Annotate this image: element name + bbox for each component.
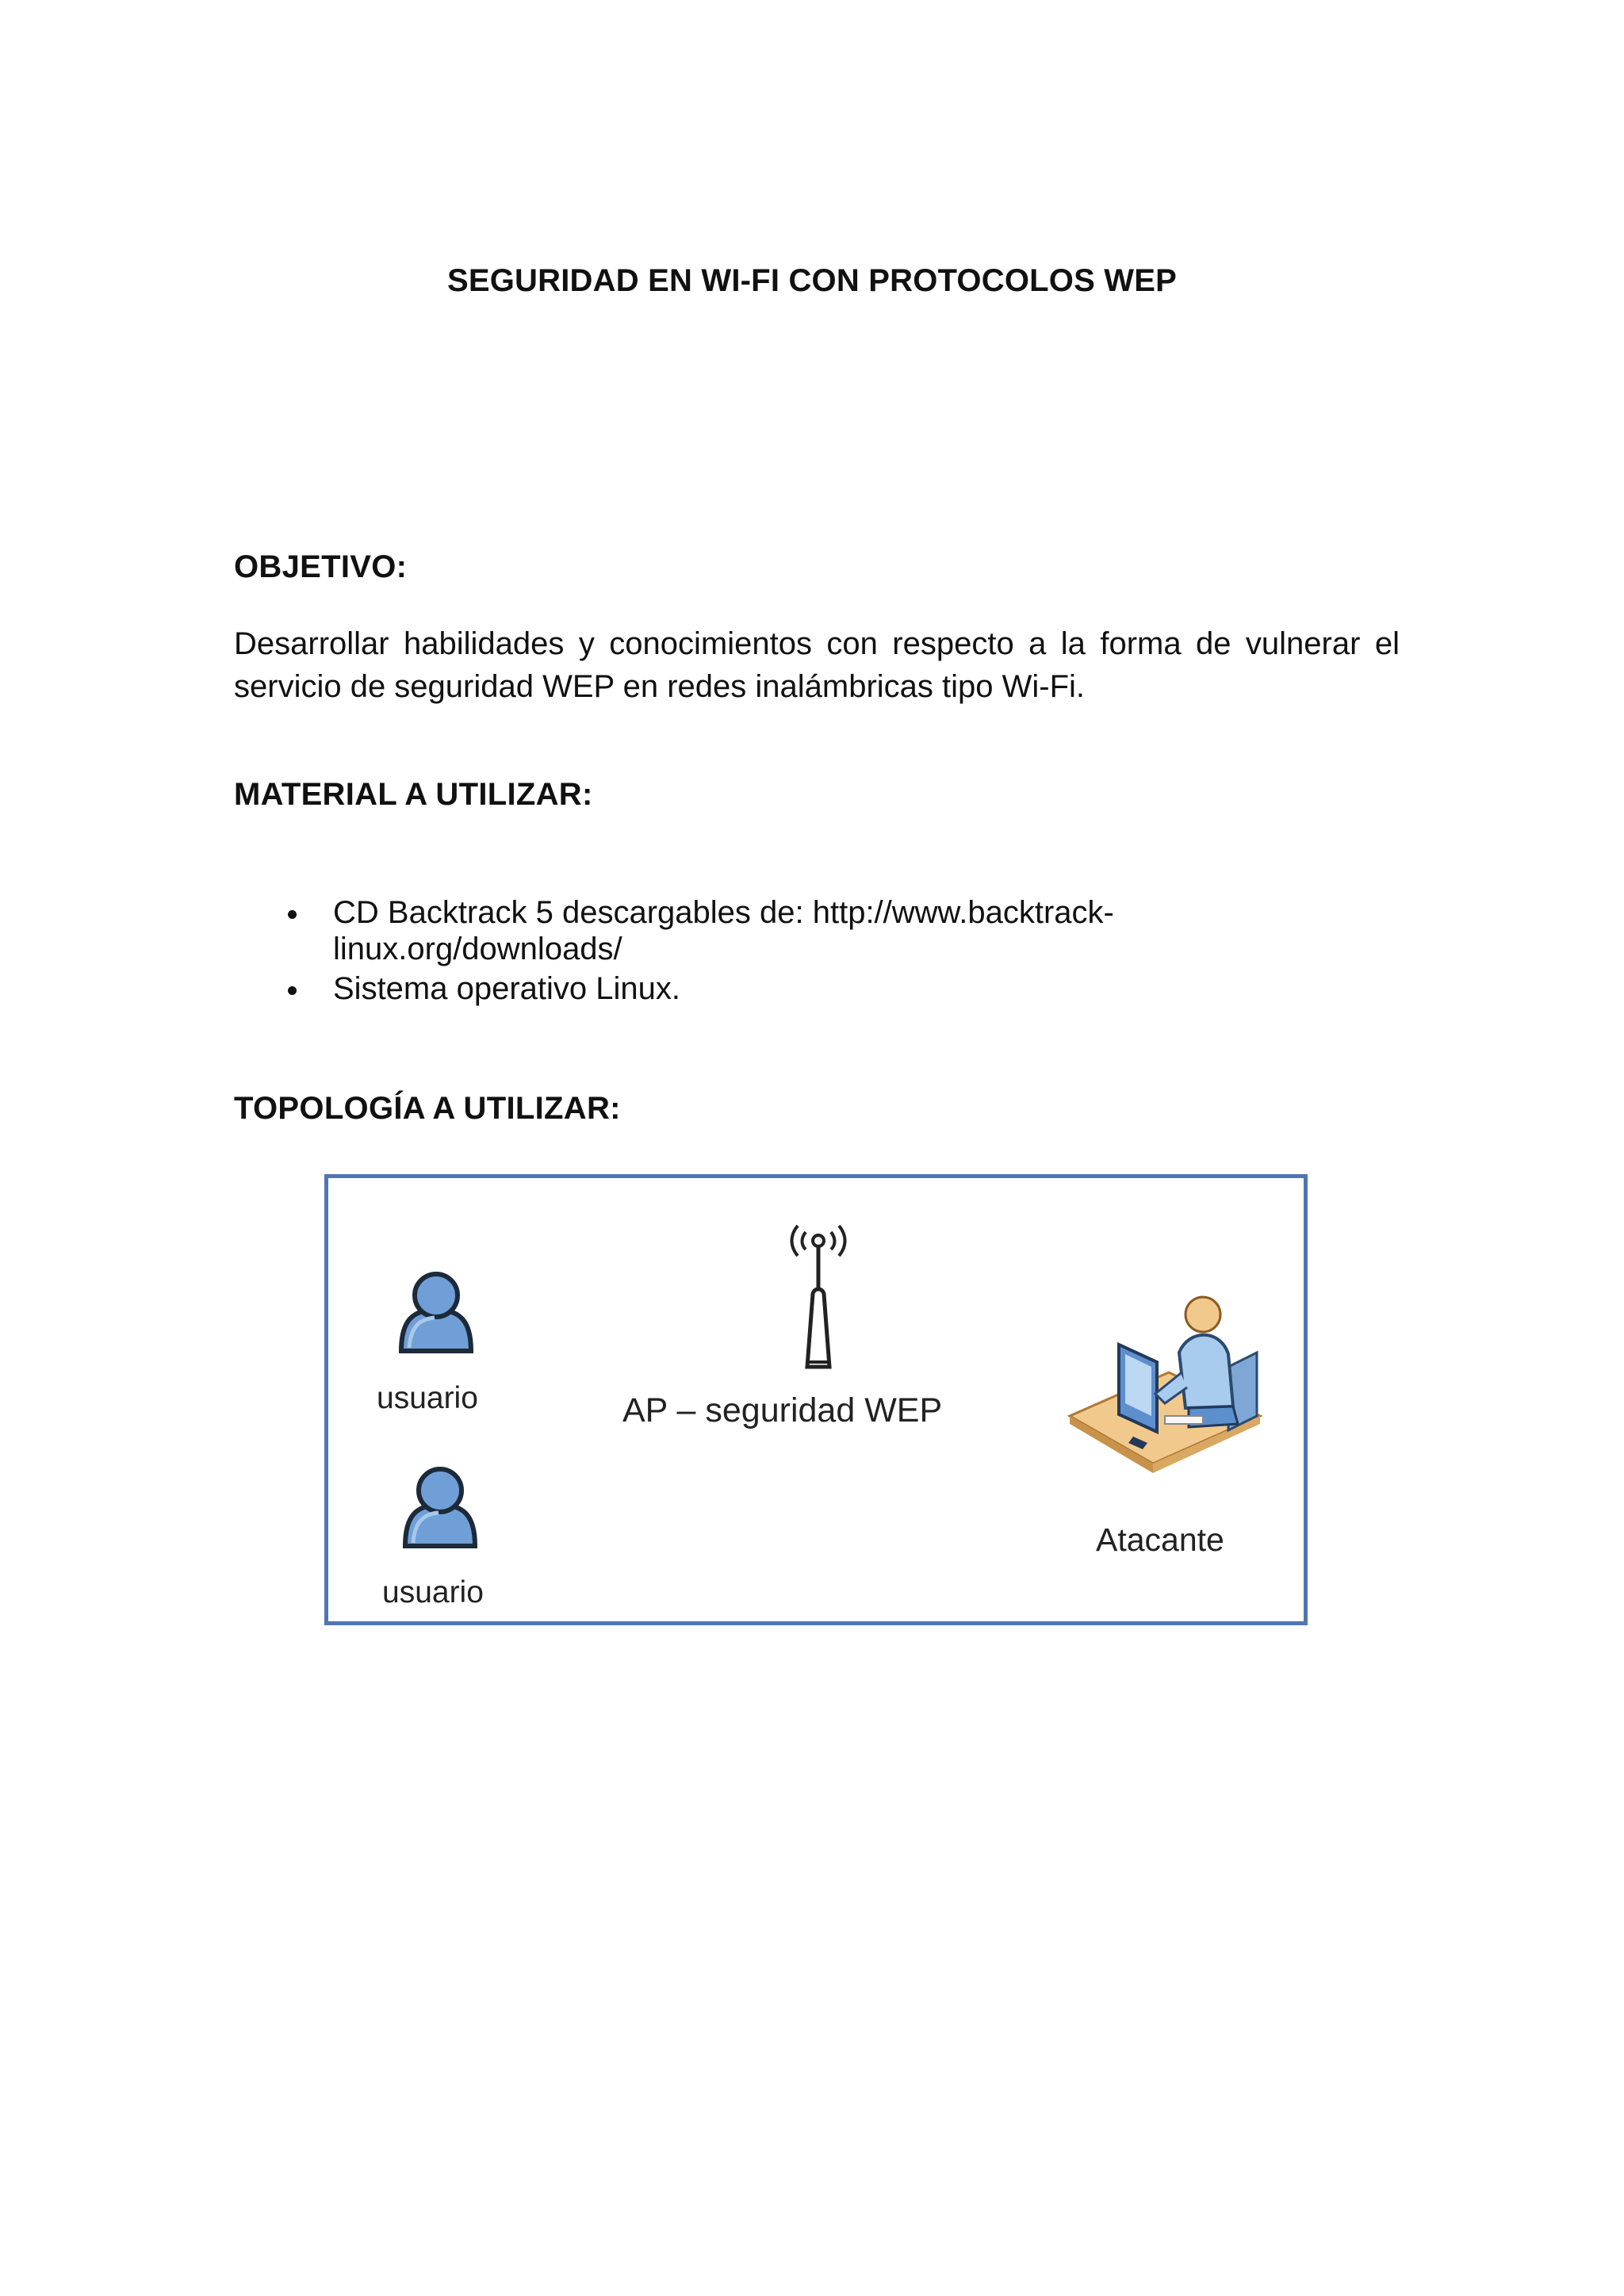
topology-diagram <box>324 1174 1308 1625</box>
list-item <box>282 894 1233 967</box>
material-list <box>282 894 1233 1010</box>
material-item-label: Sistema operativo Linux. <box>333 971 681 1006</box>
list-item <box>282 970 1233 1007</box>
user-label: usuario <box>377 1381 478 1415</box>
bullet-icon <box>288 986 297 995</box>
user-label: usuario <box>382 1575 484 1609</box>
objetivo-text: Desarrollar habilidades y conocimientos con respecto a la forma de vulnerar el servicio de seguridad WEP en redes inalámbricas tipo Wi-Fi. <box>234 626 1400 704</box>
attacker-workstation-icon <box>1070 1297 1260 1473</box>
attacker-label: Atacante <box>1096 1521 1224 1558</box>
topologia-heading: TOPOLOGÍA A UTILIZAR: <box>234 1091 621 1126</box>
ap-label: AP – seguridad WEP <box>622 1391 943 1429</box>
material-heading: MATERIAL A UTILIZAR: <box>234 777 593 812</box>
material-item-label: CD Backtrack 5 descargables de: http://www.backtrack-linux.org/downloads/ <box>333 895 1114 966</box>
user-icon <box>401 1274 471 1351</box>
bullet-icon <box>288 910 297 919</box>
user-icon <box>405 1469 475 1546</box>
access-point-icon <box>792 1226 845 1367</box>
document-title: SEGURIDAD EN WI-FI CON PROTOCOLOS WEP <box>446 263 1178 298</box>
objetivo-heading: OBJETIVO: <box>234 549 408 584</box>
